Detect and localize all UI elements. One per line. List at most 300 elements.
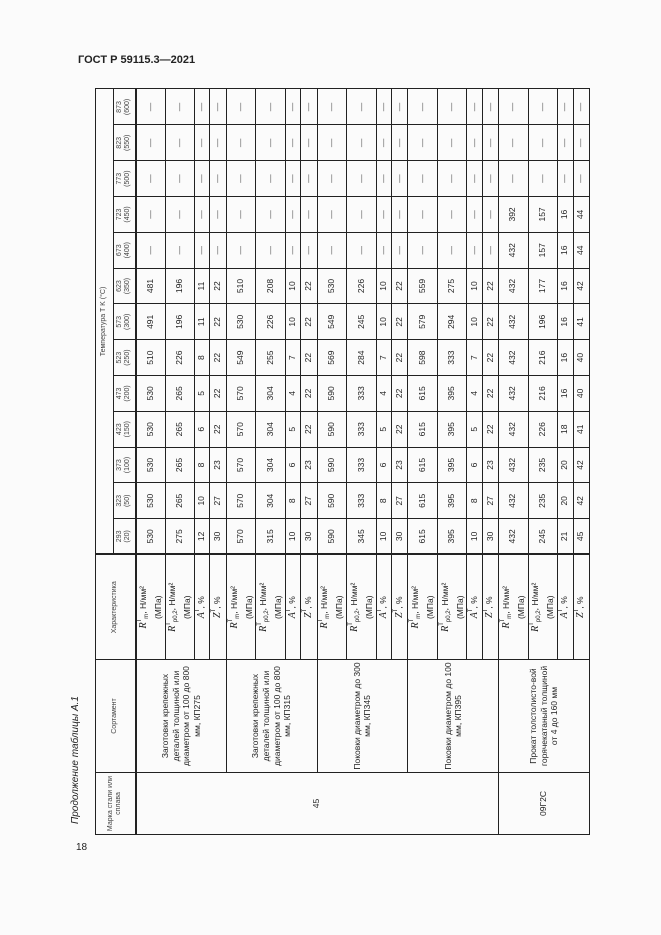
value-cell: 333: [347, 447, 377, 483]
value-cell: —: [467, 161, 482, 197]
value-cell: 42: [573, 447, 589, 483]
value-cell: —: [467, 197, 482, 233]
value-cell: 8: [467, 483, 482, 519]
temperature-column-header: 523 (250): [114, 340, 136, 376]
value-cell: 8: [195, 340, 210, 376]
value-cell: —: [467, 232, 482, 268]
value-cell: 304: [256, 447, 286, 483]
value-cell: 481: [136, 268, 166, 304]
value-cell: —: [408, 161, 438, 197]
characteristic-cell: [195, 555, 210, 660]
value-cell: —: [256, 232, 286, 268]
value-cell: 395: [437, 447, 467, 483]
value-cell: 294: [437, 304, 467, 340]
characteristic-symbol: R: [319, 622, 331, 629]
value-cell: 7: [376, 340, 391, 376]
characteristic-superscript: T: [574, 608, 581, 613]
value-cell: —: [347, 232, 377, 268]
characteristic-cell: [165, 555, 195, 660]
sortament-cell: Поковки диаметром до 100 мм, КП395: [408, 660, 499, 773]
value-cell: —: [317, 125, 347, 161]
value-cell: —: [347, 125, 377, 161]
characteristic-unit: , %: [377, 596, 388, 609]
sortament-cell: Прокат толстолисто-вой горячекатаный толщиной от 4 до 160 мм: [499, 660, 590, 773]
value-cell: 42: [573, 268, 589, 304]
value-cell: 22: [391, 376, 407, 412]
value-cell: 30: [210, 519, 226, 555]
value-cell: —: [285, 197, 300, 233]
characteristic-label: [394, 597, 404, 619]
characteristic-cell: [136, 555, 166, 660]
value-cell: —: [210, 197, 226, 233]
characteristic-unit: , Н/мм²: [258, 582, 269, 611]
properties-table: [95, 88, 590, 835]
value-cell: 432: [499, 340, 529, 376]
characteristic-unit: , Н/мм²: [410, 585, 421, 614]
characteristic-superscript: T: [558, 608, 565, 613]
characteristic-symbol: R: [439, 625, 451, 632]
characteristic-superscript: T: [286, 608, 293, 613]
characteristic-superscript: T: [499, 618, 506, 623]
temperature-column-header: 723 (450): [114, 197, 136, 233]
characteristic-cell: [573, 555, 589, 660]
temperature-column-header: 773 (500): [114, 161, 136, 197]
header-temperature: Температура T K (°C): [96, 89, 114, 555]
rotated-table-container: [95, 90, 590, 835]
characteristic-subscript: m: [416, 613, 423, 619]
value-cell: 304: [256, 376, 286, 412]
value-cell: —: [317, 161, 347, 197]
value-cell: 395: [437, 483, 467, 519]
value-cell: —: [499, 89, 529, 125]
value-cell: —: [317, 89, 347, 125]
page-number: 18: [76, 842, 88, 853]
characteristic-label: [484, 597, 494, 619]
value-cell: —: [195, 161, 210, 197]
characteristic-symbol: A: [196, 612, 208, 619]
value-cell: —: [210, 89, 226, 125]
characteristic-unit: , %: [302, 596, 313, 609]
value-cell: —: [165, 232, 195, 268]
characteristic-unit-mpa: (МПа): [545, 595, 556, 620]
characteristic-symbol: R: [410, 622, 422, 629]
header-grade: Марка стали или сплава: [96, 773, 136, 835]
value-cell: —: [136, 89, 166, 125]
temperature-column-header: 293 (20): [114, 519, 136, 555]
characteristic-symbol: R: [167, 625, 179, 632]
characteristic-superscript: T: [438, 622, 445, 626]
characteristic-subscript: p0,2: [264, 610, 271, 623]
value-cell: —: [482, 197, 498, 233]
value-cell: 549: [226, 340, 256, 376]
characteristic-symbol: Z: [575, 612, 587, 619]
characteristic-symbol: Z: [302, 612, 314, 619]
characteristic-unit: , Н/мм²: [167, 582, 178, 611]
value-cell: —: [256, 161, 286, 197]
value-cell: —: [437, 197, 467, 233]
value-cell: —: [226, 232, 256, 268]
temperature-column-header: 373 (100): [114, 447, 136, 483]
characteristic-superscript: T: [227, 618, 234, 623]
characteristic-superscript: T: [347, 622, 354, 626]
characteristic-unit-mpa: (МПа): [334, 595, 345, 620]
value-cell: 44: [573, 232, 589, 268]
value-cell: 40: [573, 376, 589, 412]
value-cell: —: [256, 197, 286, 233]
value-cell: —: [136, 161, 166, 197]
characteristic-cell: [301, 555, 317, 660]
table-row: [136, 89, 166, 835]
characteristic-subscript: m: [234, 613, 241, 619]
characteristic-unit: , %: [468, 596, 479, 609]
value-cell: 20: [558, 447, 573, 483]
value-cell: 7: [285, 340, 300, 376]
value-cell: —: [195, 197, 210, 233]
value-cell: —: [285, 232, 300, 268]
characteristic-cell: [499, 555, 529, 660]
characteristic-subscript: m: [325, 613, 332, 619]
value-cell: —: [408, 89, 438, 125]
value-cell: —: [467, 89, 482, 125]
characteristic-subscript: m: [144, 613, 151, 619]
value-cell: 275: [165, 519, 195, 555]
value-cell: 23: [210, 447, 226, 483]
value-cell: —: [165, 125, 195, 161]
characteristic-superscript: T: [467, 608, 474, 613]
value-cell: 304: [256, 483, 286, 519]
value-cell: —: [136, 232, 166, 268]
value-cell: 5: [376, 411, 391, 447]
characteristic-label: [409, 585, 423, 629]
value-cell: 432: [499, 519, 529, 555]
value-cell: —: [573, 161, 589, 197]
characteristic-cell: [256, 555, 286, 660]
characteristic-cell: [437, 555, 467, 660]
value-cell: 16: [558, 197, 573, 233]
value-cell: 265: [165, 411, 195, 447]
temperature-column-header: 873 (600): [114, 89, 136, 125]
value-cell: —: [165, 197, 195, 233]
value-cell: 196: [165, 304, 195, 340]
value-cell: —: [376, 125, 391, 161]
value-cell: 5: [195, 376, 210, 412]
characteristic-label: [229, 586, 239, 629]
characteristic-superscript: T: [318, 618, 325, 623]
value-cell: 432: [499, 376, 529, 412]
value-cell: 491: [136, 304, 166, 340]
characteristic-cell: [210, 555, 226, 660]
value-cell: 196: [165, 268, 195, 304]
value-cell: —: [285, 89, 300, 125]
characteristic-unit: , %: [484, 596, 495, 609]
characteristic-label: [469, 596, 479, 618]
value-cell: 530: [317, 268, 347, 304]
value-cell: 157: [528, 232, 558, 268]
characteristic-symbol: R: [500, 622, 512, 629]
value-cell: 590: [317, 376, 347, 412]
value-cell: 40: [573, 340, 589, 376]
characteristic-cell: [376, 555, 391, 660]
characteristic-unit: , %: [575, 596, 586, 609]
value-cell: —: [391, 232, 407, 268]
value-cell: —: [558, 89, 573, 125]
value-cell: 11: [195, 268, 210, 304]
characteristic-superscript: T: [137, 618, 144, 623]
characteristic-symbol: R: [530, 625, 542, 632]
temperature-column-header: 473 (200): [114, 376, 136, 412]
value-cell: —: [226, 125, 256, 161]
value-cell: 10: [285, 304, 300, 340]
value-cell: 590: [317, 519, 347, 555]
value-cell: 226: [528, 411, 558, 447]
characteristic-unit: , %: [287, 596, 298, 609]
value-cell: —: [210, 161, 226, 197]
characteristic-cell: [408, 555, 438, 660]
value-cell: 21: [558, 519, 573, 555]
value-cell: 10: [467, 304, 482, 340]
characteristic-superscript: T: [376, 608, 383, 613]
characteristic-label: [137, 585, 151, 629]
characteristic-superscript: T: [529, 622, 536, 626]
value-cell: —: [408, 232, 438, 268]
value-cell: 4: [285, 376, 300, 412]
value-cell: 265: [165, 376, 195, 412]
value-cell: 530: [226, 304, 256, 340]
characteristic-unit: , Н/мм²: [138, 585, 149, 614]
table-row: [317, 89, 347, 835]
characteristic-subscript: p0,2: [536, 610, 543, 623]
characteristic-label: [378, 596, 388, 618]
characteristic-cell: [347, 555, 377, 660]
value-cell: —: [558, 125, 573, 161]
value-cell: 18: [558, 411, 573, 447]
characteristic-superscript: T: [392, 608, 399, 613]
characteristic-label: [559, 596, 569, 618]
value-cell: 333: [437, 340, 467, 376]
characteristic-symbol: A: [559, 612, 571, 619]
value-cell: 530: [136, 519, 166, 555]
characteristic-symbol: A: [377, 612, 389, 619]
value-cell: —: [301, 89, 317, 125]
value-cell: 41: [573, 411, 589, 447]
header-characteristic: Характеристика: [96, 555, 136, 660]
value-cell: 6: [376, 447, 391, 483]
value-cell: —: [437, 125, 467, 161]
characteristic-label: [440, 583, 450, 632]
characteristic-superscript: T: [211, 608, 218, 613]
value-cell: —: [301, 232, 317, 268]
characteristic-label: [575, 597, 585, 619]
value-cell: 226: [256, 304, 286, 340]
value-cell: —: [256, 89, 286, 125]
value-cell: —: [437, 161, 467, 197]
value-cell: —: [226, 161, 256, 197]
value-cell: 196: [528, 304, 558, 340]
value-cell: —: [165, 161, 195, 197]
value-cell: 265: [165, 447, 195, 483]
value-cell: 30: [391, 519, 407, 555]
characteristic-unit-mpa: (МПа): [363, 595, 374, 620]
characteristic-symbol: R: [258, 625, 270, 632]
characteristic-cell: [317, 555, 347, 660]
characteristic-label: [501, 586, 511, 629]
temperature-column-header: 823 (550): [114, 125, 136, 161]
value-cell: 5: [467, 411, 482, 447]
temperature-column-header: 673 (400): [114, 232, 136, 268]
value-cell: —: [165, 89, 195, 125]
value-cell: 16: [558, 340, 573, 376]
value-cell: 22: [210, 340, 226, 376]
value-cell: —: [391, 197, 407, 233]
characteristic-unit-mpa: (МПа): [454, 595, 465, 620]
value-cell: —: [226, 89, 256, 125]
characteristic-unit-mpa: (МПа): [182, 595, 193, 620]
value-cell: 432: [499, 483, 529, 519]
value-cell: —: [317, 232, 347, 268]
value-cell: 27: [301, 483, 317, 519]
value-cell: —: [317, 197, 347, 233]
value-cell: —: [136, 125, 166, 161]
value-cell: 8: [376, 483, 391, 519]
sortament-cell: Поковки диаметром до 300 мм, КП345: [317, 660, 408, 773]
value-cell: 235: [528, 447, 558, 483]
value-cell: 304: [256, 411, 286, 447]
characteristic-unit: , %: [196, 596, 207, 609]
steel-grade-cell: 45: [136, 773, 499, 835]
value-cell: 615: [408, 519, 438, 555]
characteristic-unit: , Н/мм²: [228, 585, 239, 614]
value-cell: —: [391, 125, 407, 161]
value-cell: 11: [195, 304, 210, 340]
value-cell: —: [285, 125, 300, 161]
characteristic-unit-mpa: (МПа): [425, 595, 436, 620]
value-cell: 530: [136, 411, 166, 447]
value-cell: 245: [347, 304, 377, 340]
value-cell: 570: [226, 519, 256, 555]
value-cell: —: [285, 161, 300, 197]
characteristic-label: [212, 597, 222, 619]
temperature-column-header: 623 (350): [114, 268, 136, 304]
value-cell: —: [347, 161, 377, 197]
value-cell: —: [573, 125, 589, 161]
value-cell: 549: [317, 304, 347, 340]
characteristic-cell: [528, 555, 558, 660]
value-cell: 590: [317, 447, 347, 483]
value-cell: 177: [528, 268, 558, 304]
value-cell: 570: [226, 447, 256, 483]
value-cell: —: [210, 232, 226, 268]
characteristic-symbol: R: [138, 622, 150, 629]
value-cell: 530: [136, 447, 166, 483]
value-cell: 510: [136, 340, 166, 376]
value-cell: —: [408, 197, 438, 233]
value-cell: 22: [301, 268, 317, 304]
value-cell: 27: [210, 483, 226, 519]
value-cell: 10: [376, 268, 391, 304]
value-cell: 570: [226, 483, 256, 519]
steel-grade-cell: 09Г2С: [499, 773, 590, 835]
characteristic-cell: [391, 555, 407, 660]
value-cell: 41: [573, 304, 589, 340]
value-cell: 10: [376, 304, 391, 340]
table-row: [408, 89, 438, 835]
characteristic-label: [257, 582, 271, 632]
value-cell: 22: [210, 376, 226, 412]
value-cell: —: [195, 125, 210, 161]
characteristic-symbol: A: [468, 612, 480, 619]
value-cell: —: [210, 125, 226, 161]
value-cell: —: [499, 125, 529, 161]
value-cell: —: [408, 125, 438, 161]
value-cell: —: [528, 89, 558, 125]
value-cell: —: [301, 161, 317, 197]
characteristic-unit: , Н/мм²: [439, 582, 450, 611]
value-cell: 6: [467, 447, 482, 483]
value-cell: 590: [317, 483, 347, 519]
value-cell: 395: [437, 411, 467, 447]
value-cell: 16: [558, 376, 573, 412]
value-cell: 12: [195, 519, 210, 555]
characteristic-cell: [558, 555, 573, 660]
characteristic-unit-mpa: (МПа): [153, 595, 164, 620]
value-cell: 226: [347, 268, 377, 304]
table-caption: Продолжение таблицы А.1: [70, 696, 81, 824]
table-row: [499, 89, 529, 835]
value-cell: 395: [437, 376, 467, 412]
value-cell: 16: [558, 232, 573, 268]
characteristic-unit: , %: [393, 596, 404, 609]
value-cell: 10: [285, 268, 300, 304]
value-cell: —: [528, 161, 558, 197]
value-cell: 42: [573, 483, 589, 519]
value-cell: 345: [347, 519, 377, 555]
value-cell: 245: [528, 519, 558, 555]
characteristic-symbol: R: [228, 622, 240, 629]
value-cell: 432: [499, 268, 529, 304]
value-cell: 22: [301, 340, 317, 376]
value-cell: 22: [210, 411, 226, 447]
value-cell: —: [482, 232, 498, 268]
value-cell: 22: [482, 376, 498, 412]
characteristic-superscript: T: [166, 622, 173, 626]
value-cell: 615: [408, 483, 438, 519]
document-title: ГОСТ Р 59115.3—2021: [78, 54, 196, 66]
value-cell: 10: [376, 519, 391, 555]
value-cell: 16: [558, 304, 573, 340]
characteristic-unit-mpa: (МПа): [273, 595, 284, 620]
value-cell: 510: [226, 268, 256, 304]
value-cell: 216: [528, 340, 558, 376]
value-cell: 8: [285, 483, 300, 519]
value-cell: 615: [408, 376, 438, 412]
value-cell: 22: [301, 304, 317, 340]
value-cell: 432: [499, 304, 529, 340]
value-cell: 44: [573, 197, 589, 233]
characteristic-subscript: m: [506, 613, 513, 619]
value-cell: 23: [391, 447, 407, 483]
characteristic-unit: , Н/мм²: [348, 582, 359, 611]
value-cell: 6: [285, 447, 300, 483]
value-cell: 22: [482, 304, 498, 340]
characteristic-label: [196, 596, 206, 618]
value-cell: 22: [482, 340, 498, 376]
characteristic-label: [166, 582, 180, 632]
value-cell: —: [376, 89, 391, 125]
value-cell: —: [347, 197, 377, 233]
value-cell: 27: [482, 483, 498, 519]
value-cell: 4: [467, 376, 482, 412]
value-cell: 615: [408, 447, 438, 483]
